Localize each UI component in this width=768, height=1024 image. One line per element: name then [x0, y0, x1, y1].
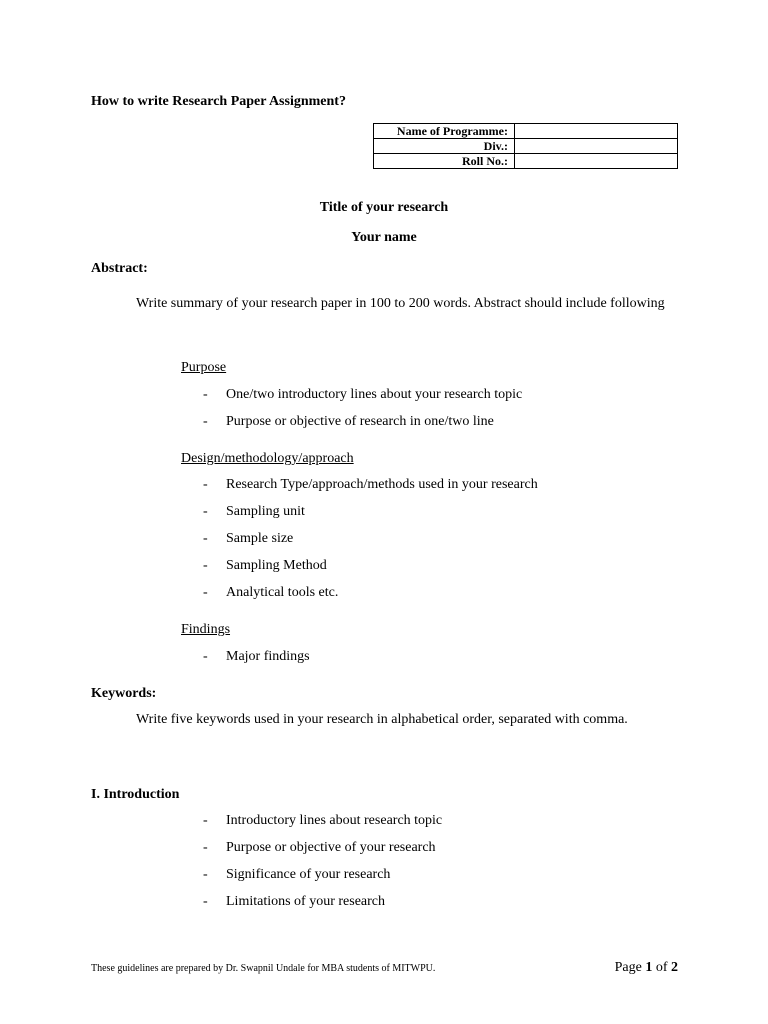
findings-subheading: Findings	[181, 622, 231, 637]
list-item: Purpose or objective of your research	[226, 840, 436, 855]
methodology-subheading: Design/methodology/approach	[181, 451, 354, 466]
list-bullet: -	[203, 840, 208, 855]
list-bullet: -	[203, 387, 208, 402]
introduction-heading: I. Introduction	[91, 787, 180, 802]
list-bullet: -	[203, 504, 208, 519]
roll-no-label: Roll No.:	[374, 154, 515, 169]
list-item: One/two introductory lines about your research topic	[226, 387, 523, 402]
list-bullet: -	[203, 558, 208, 573]
page-total: 2	[671, 960, 678, 975]
student-info-table	[373, 123, 678, 169]
abstract-text: Write summary of your research paper in 100 to 200 words. Abstract should include following	[136, 296, 665, 311]
list-bullet: -	[203, 585, 208, 600]
list-bullet: -	[203, 477, 208, 492]
table-row	[374, 154, 678, 169]
purpose-subheading: Purpose	[181, 360, 227, 375]
page-number	[615, 960, 678, 976]
list-item: Analytical tools etc.	[226, 585, 339, 600]
list-item: Limitations of your research	[226, 894, 386, 909]
list-item: Sample size	[226, 531, 294, 546]
page-current: 1	[645, 960, 653, 975]
document-heading: How to write Research Paper Assignment?	[91, 94, 346, 109]
list-item: Significance of your research	[226, 867, 391, 882]
list-bullet: -	[203, 813, 208, 828]
author-name-placeholder: Your name	[351, 230, 417, 245]
abstract-heading: Abstract:	[91, 261, 148, 276]
research-title-placeholder: Title of your research	[319, 200, 449, 215]
list-bullet: -	[203, 414, 208, 429]
list-bullet: -	[203, 894, 208, 909]
list-item: Sampling Method	[226, 558, 327, 573]
footer-note: These guidelines are prepared by Dr. Swapnil Undale for MBA students of MITWPU.	[91, 963, 436, 974]
list-item: Research Type/approach/methods used in your research	[226, 477, 538, 492]
list-bullet: -	[203, 867, 208, 882]
div-value[interactable]	[515, 139, 678, 154]
roll-no-value[interactable]	[515, 154, 678, 169]
list-item: Sampling unit	[226, 504, 305, 519]
page-word: Page	[614, 960, 642, 975]
page-of: of	[655, 960, 668, 975]
div-label: Div.:	[374, 139, 515, 154]
programme-value[interactable]	[515, 124, 678, 139]
list-bullet: -	[203, 649, 208, 664]
list-bullet: -	[203, 531, 208, 546]
list-item: Major findings	[226, 649, 310, 664]
table-row	[374, 139, 678, 154]
list-item: Purpose or objective of research in one/two line	[226, 414, 494, 429]
keywords-heading: Keywords:	[91, 686, 157, 701]
table-row	[374, 124, 678, 139]
list-item: Introductory lines about research topic	[226, 813, 443, 828]
keywords-text: Write five keywords used in your research in alphabetical order, separated with comma.	[136, 712, 628, 727]
programme-label: Name of Programme:	[374, 124, 515, 139]
